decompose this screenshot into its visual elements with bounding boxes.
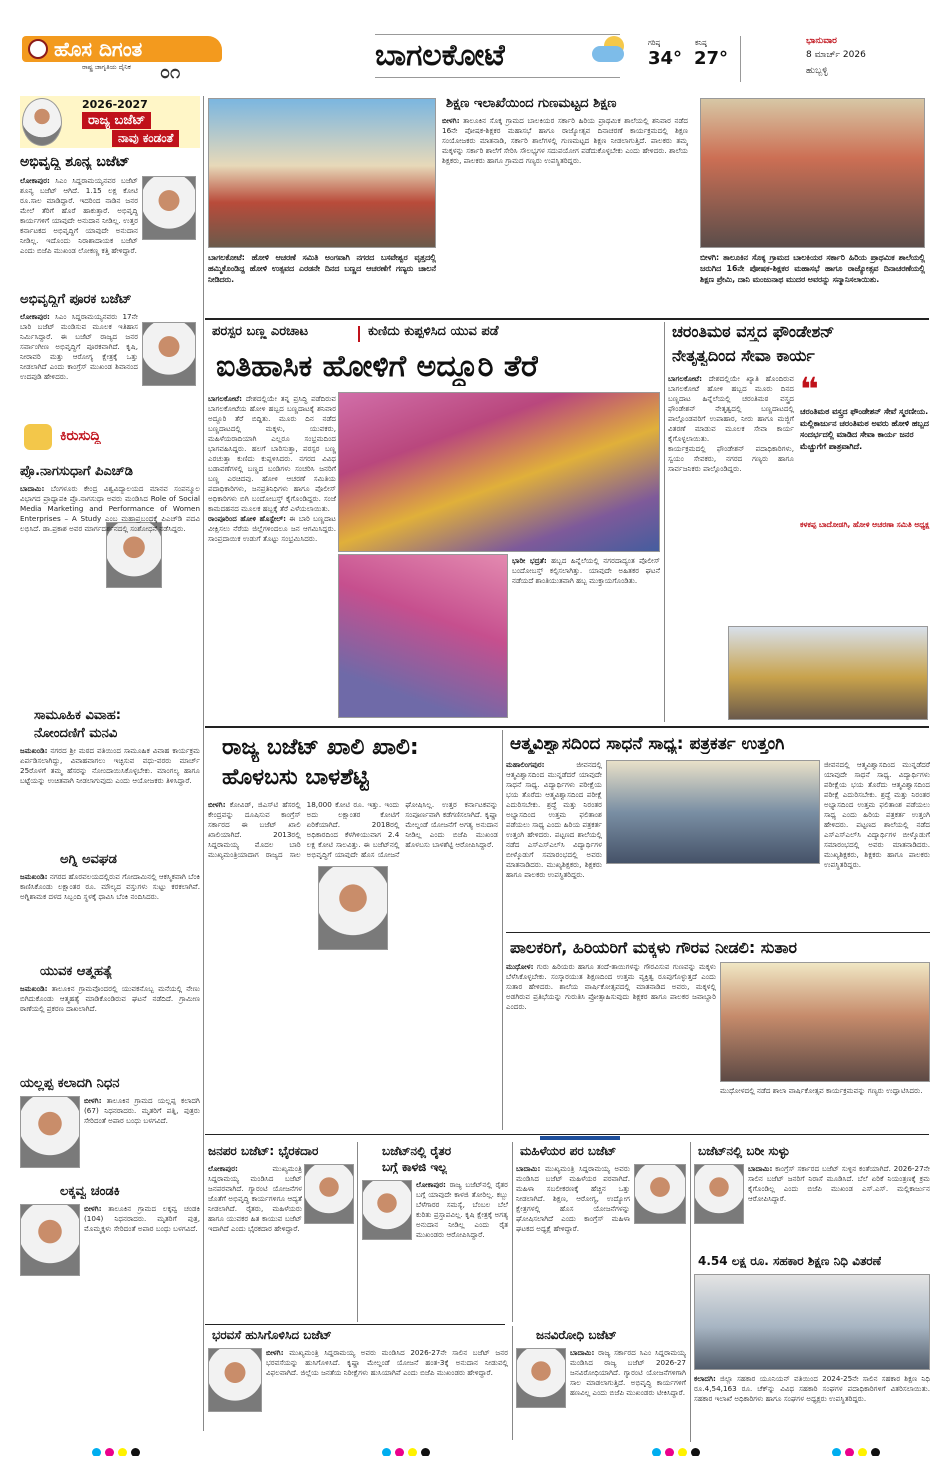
left-story1-photo — [142, 176, 196, 240]
b5-body: ಕಲಾದಗಿ: ಜಿಲ್ಲಾ ಸಹಕಾರ ಯೂನಿಯನ್ ವತಿಯಿಂದ 2024-25ನೇ ಸಾಲಿನ ಸಹಕಾರ ಶಿಕ್ಷಣ ನಿಧಿ ರೂ.4,54,163 ರೂ. ಚೆಕ್‌ನ್ನು ವಿವಿಧ ಸಹಕಾರಿ ಸಂಘಗಳ ಪದಾಧಿಕಾರಿಗಳಿಗೆ ವಿತರಿಸಲಾಯಿತು. ಸಹಕಾರ ಇಲಾಖೆ ಅಧಿಕಾರಿಗಳು ಹಾಗೂ ಸಂಘಗಳ ಅಧ್ಯಕ್ಷರು ಉಪಸ್ಥಿತರಿದ್ದರು. — [694, 1374, 930, 1403]
budget-story-body: ಬೀಳಗಿ: ಕೋವಿಡ್, ಜಿಎಸ್‌ಟಿ ಹೆಸರಲ್ಲಿ ಕೇಂದ್ರವನ್ನು ದೂಷಿಸುವ ಕಾಂಗ್ರೆಸ್ ಸರ್ಕಾರದ ಈ ಬಜೆಟ್ ಖಾಲಿ ಖಾಲಿಯಾಗಿದೆ. 2013ರಲ್ಲಿ ಸಿದ್ದರಾಮಯ್ಯ ಮೊದಲ ಬಾರಿ ಮುಖ್ಯಮಂತ್ರಿಯಾದಾಗ ರಾಜ್ಯದ ಸಾಲ 18,000 ಕೋಟಿ ರೂ. ಇತ್ತು. ಇಂದು ಅದು ಲಕ್ಷಾಂತರ ಕೋಟಿಗೆ ಏರಿಕೆಯಾಗಿದೆ. 2018ರಲ್ಲಿ ಅಧಿಕಾರದಿಂದ ಕೆಳಗಿಳಿಯುವಾಗ 2.4 ಲಕ್ಷ ಕೋಟಿ ಸಾಲವಿತ್ತು. ಈ ಬಜೆಟ್‌ನಲ್ಲಿ ಅಭಿವೃದ್ಧಿಗೆ ಯಾವುದೇ ಹೊಸ ಯೋಜನೆ ಘೋಷಿಸಿಲ್ಲ. ಉತ್ತರ ಕರ್ನಾಟಕವನ್ನು ಸಂಪೂರ್ಣವಾಗಿ ಕಡೆಗಣಿಸಲಾಗಿದೆ. ಕೃಷ್ಣಾ ಮೇಲ್ದಂಡೆ ಯೋಜನೆಗೆ ಅಗತ್ಯ ಅನುದಾನ ನೀಡಿಲ್ಲ ಎಂದು ಬಿಜೆಪಿ ಮುಖಂಡ ಹೊಳಬಸು ಬಾಳಶೆಟ್ಟಿ ಆರೋಪಿಸಿದ್ದಾರೆ. — [208, 800, 498, 859]
b2-body: ಲೋಕಾಪುರ: ರಾಜ್ಯ ಬಜೆಟ್‌ನಲ್ಲಿ ರೈತರ ಬಗ್ಗೆ ಯಾವುದೇ ಕಾಳಜಿ ತೋರಿಲ್ಲ. ಕಬ್ಬು ಬೆಳೆಗಾರರ ಸಮಸ್ಯೆ, ಬೆಂಬಲ ಬೆಲೆ ಕುರಿತು ಪ್ರಸ್ತಾಪವಿಲ್ಲ. ಕೃಷಿ ಕ್ಷೇತ್ರಕ್ಕೆ ಅಗತ್ಯ ಅನುದಾನ ನೀಡಿಲ್ಲ ಎಂದು ರೈತ ಮುಖಂಡರು ಆರೋಪಿಸಿದ್ದಾರೆ. — [416, 1180, 508, 1239]
b4-photo — [694, 1164, 744, 1224]
min-temp-label: ಕನಿಷ್ಠ — [695, 39, 707, 47]
edition-title: ಬಾಗಲಕೋಟೆ — [375, 38, 506, 73]
left-story8-body: ಬೀಳಗಿ: ತಾಲೂಕಿನ ಗ್ರಾಮದ ಲಕ್ಕವ್ವ ಚಂಡಕಿ (104) ನಿಧನರಾದರು. ಮೃತರಿಗೆ ಪುತ್ರ, ಮೊಮ್ಮಕ್ಕಳು ಸೇರಿದಂತೆ ಅಪಾರ ಬಂಧು ಬಳಗವಿದೆ. — [84, 1204, 200, 1233]
left-story5-headline: ಅಗ್ನಿ ಅವಘಡ — [60, 852, 117, 867]
left-story7-headline: ಯಲ್ಲಪ್ಪ ಕಲಾದಗಿ ನಿಧನ — [20, 1076, 120, 1091]
journalist-headline: ಆತ್ಮವಿಶ್ವಾಸದಿಂದ ಸಾಧನೆ ಸಾಧ್ಯ: ಪತ್ರಕರ್ತ ಉತ್ತಂಗಿ — [510, 734, 785, 754]
left-story8-headline: ಲಕ್ಕವ್ವ ಚಂಡಕಿ — [60, 1184, 120, 1199]
edition-title-box — [375, 34, 620, 78]
b7-body: ಬಾದಾಮಿ: ರಾಜ್ಯ ಸರ್ಕಾರದ ಸಿಎಂ ಸಿದ್ದರಾಮಯ್ಯ ಮಂಡಿಸಿದ ರಾಜ್ಯ ಬಜೆಟ್ 2026-27 ಜನವಿರೋಧಿಯಾಗಿದೆ. ಗ್ಯಾರಂಟಿ ಯೋಜನೆಗಳಿಗಾಗಿ ಸಾಲ ಮಾಡಲಾಗುತ್ತಿದೆ. ಅಭಿವೃದ್ಧಿ ಕಾರ್ಯಗಳಿಗೆ ಹಣವಿಲ್ಲ ಎಂದು ಬಿಜೆಪಿ ಮುಖಂಡರು ಟೀಕಿಸಿದ್ದಾರೆ. — [570, 1348, 686, 1397]
b4-headline: ಬಜೆಟ್‌ನಲ್ಲಿ ಬರೀ ಸುಳ್ಳು — [698, 1144, 790, 1158]
charanti-headline1: ಚರಂತಿಮಠ ವಸ್ತ್ರದ ಫೌಂಡೇಶನ್ — [672, 322, 835, 341]
b6-headline: ಭರವಸೆ ಹುಸಿಗೊಳಿಸಿದ ಬಜೆಟ್ — [212, 1328, 332, 1342]
holi-body: ಬಾಗಲಕೋಟೆ: ದೇಶದಲ್ಲಿಯೇ ತನ್ನ ಪ್ರಸಿದ್ಧಿ ಪಡೆದಿರುವ ಬಾಗಲಕೋಟೆಯ ಹೋಳಿ ಹಬ್ಬದ ಬಣ್ಣದಾಟಕ್ಕೆ ಶನಿವಾರ ಅದ್ದೂರಿ ತೆರೆ ಬಿದ್ದಿತು. ಮೂರು ದಿನ ನಡೆದ ಬಣ್ಣದಾಟದಲ್ಲಿ ಮಕ್ಕಳು, ಯುವಕರು, ಮಹಿಳೆಯರಾದಿಯಾಗಿ ಎಲ್ಲರೂ ಸಂಭ್ರಮದಿಂದ ಭಾಗವಹಿಸಿದ್ದರು. ಹಲಗೆ ಬಾರಿಸುತ್ತಾ, ಪರಸ್ಪರ ಬಣ್ಣ ಎರಚುತ್ತಾ ಕುಣಿದು ಕುಪ್ಪಳಿಸಿದರು. ನಗರದ ವಿವಿಧ ಬಡಾವಣೆಗಳಲ್ಲಿ ಬಣ್ಣದ ಬಂಡಿಗಳು ಸಂಚರಿಸಿ ಜನರಿಗೆ ಬಣ್ಣ ಎರಚಿದವು. ಹೋಳಿ ಆಚರಣೆ ಸಮಿತಿಯ ಪದಾಧಿಕಾರಿಗಳು, ಜನಪ್ರತಿನಿಧಿಗಳು ಹಾಗೂ ಪೊಲೀಸ್ ಅಧಿಕಾರಿಗಳು ಬಿಗಿ ಬಂದೋಬಸ್ತ್ ಕೈಗೊಂಡಿದ್ದರು. ಸಂಜೆ ಕಾಮದಹನದ ಮೂಲಕ ಹಬ್ಬಕ್ಕೆ ತೆರೆ ಎಳೆಯಲಾಯಿತು. ರಾಂಪೂರಿಂದ ಹೋಳಿ ಹೊಸ್ಟೇಲ್: ಈ ಬಾರಿ ಬಣ್ಣದಾಟ ವೀಕ್ಷಿಸಲು ನೆರೆಯ ಜಿಲ್ಲೆಗಳಿಂದಲೂ ಜನ ಆಗಮಿಸಿದ್ದರು. ಸಾಂಪ್ರದಾಯಿಕ ಉಡುಗೆ ತೊಟ್ಟು ಸಂಭ್ರಮಿಸಿದರು. — [208, 394, 336, 543]
b1-body: ಲೋಕಾಪುರ: ಮುಖ್ಯಮಂತ್ರಿ ಸಿದ್ದರಾಮಯ್ಯ ಮಂಡಿಸಿದ ಬಜೆಟ್ ಜನಪರವಾಗಿದೆ. ಗ್ಯಾರಂಟಿ ಯೋಜನೆಗಳ ಜೊತೆಗೆ ಅಭಿವೃದ್ಧಿ ಕಾರ್ಯಗಳಿಗೂ ಆದ್ಯತೆ ನೀಡಲಾಗಿದೆ. ರೈತರು, ಮಹಿಳೆಯರು ಹಾಗೂ ಯುವಕರ ಹಿತ ಕಾಯುವ ಬಜೆಟ್ ಇದಾಗಿದೆ ಎಂದು ಭೈರಕದಾರ ಹೇಳಿದ್ದಾರೆ. — [208, 1164, 302, 1233]
holi-kicker: ಪರಸ್ಪರ ಬಣ್ಣ ಎರಚಾಟ ಕುಣಿದು ಕುಪ್ಪಳಿಸಿದ ಯುವ ಪಡೆ — [208, 324, 660, 344]
left-story4-headline2: ನೋಂದಣಿಗೆ ಮನವಿ — [34, 726, 118, 741]
bottom-story-3 — [516, 1144, 686, 1322]
edu-body: ಬೀಳಗಿ: ತಾಲೂಕಿನ ಸೊಕ್ಕ ಗ್ರಾಮದ ಬಾಲಕಿಯರ ಸರ್ಕಾರಿ ಹಿರಿಯ ಪ್ರಾಥಮಿಕ ಶಾಲೆಯಲ್ಲಿ ಶನಿವಾರ ನಡೆದ 16ನೇ ಪೋಷಕ-ಶಿಕ್ಷಕರ ಮಹಾಸಭೆ ಹಾಗೂ ರಾಜ್ಯೋತ್ಸವ ದಿನಾಚರಣೆ ಕಾರ್ಯಕ್ರಮದಲ್ಲಿ ಶಿಕ್ಷಣ ಸಂಯೋಜಕರು ಮಾತನಾಡಿ, ಸರ್ಕಾರಿ ಶಾಲೆಗಳಲ್ಲಿ ಗುಣಮಟ್ಟದ ಶಿಕ್ಷಣ ನೀಡಲಾಗುತ್ತಿದೆ. ಪಾಲಕರು ತಮ್ಮ ಮಕ್ಕಳನ್ನು ಸರ್ಕಾರಿ ಶಾಲೆಗೆ ಸೇರಿಸಿ ಸೌಲಭ್ಯಗಳ ಸದುಪಯೋಗ ಪಡೆದುಕೊಳ್ಳಬೇಕು ಎಂದು ಹೇಳಿದರು. ಶಾಲೆಯ ಶಿಕ್ಷಕರು, ಪಾಲಕರು ಹಾಗೂ ಗ್ರಾಮದ ಗಣ್ಯರು ಉಪಸ್ಥಿತರಿದ್ದರು. — [442, 116, 688, 165]
left-story8-photo — [20, 1204, 80, 1276]
left-story1-body: ಲೋಕಾಪುರ: ಸಿಎಂ ಸಿದ್ದರಾಮಯ್ಯನವರ ಬಜೆಟ್ ಶೂನ್ಯ ಬಜೆಟ್ ಆಗಿದೆ. 1.15 ಲಕ್ಷ ಕೋಟಿ ರೂ.ಸಾಲ ಮಾಡಿದ್ದಾರೆ. ಇದರಿಂದ ನಾಡಿನ ಜನರ ಮೇಲೆ ತೆರಿಗೆ ಹೊರೆ ಹಾಕುತ್ತಾರೆ. ಅಭಿವೃದ್ಧಿ ಕಾರ್ಯಗಳಿಗೆ ಯಾವುದೇ ಅನುದಾನ ನೀಡಿಲ್ಲ. ಉತ್ತರ ಕರ್ನಾಟಕದ ಅಭಿವೃದ್ಧಿಗೆ ಯಾವುದೇ ಅನುದಾನ ನೀಡಿಲ್ಲ. ಇದೊಂದು ನಿರಾಶಾದಾಯಕ ಬಜೆಟ್ ಎಂದು ಬಿಜೆಪಿ ಮುಖಂಡ ಲೋಕಣ್ಣ ಕತ್ತಿ ಹೇಳಿದ್ದಾರೆ. — [20, 176, 138, 255]
left-story4-headline: ಸಾಮೂಹಿಕ ವಿವಾಹ: — [34, 708, 121, 723]
b6-photo — [208, 1348, 262, 1412]
cm-photo — [22, 98, 62, 146]
budget-subtitle: ನಾವು ಕಂಡಂತೆ — [112, 130, 179, 147]
edu-headline: ಶಿಕ್ಷಣ ಇಲಾಖೆಯಿಂದ ಗುಣಮಟ್ಟದ ಶಿಕ್ಷಣ — [446, 96, 617, 111]
b7-headline: ಜನವಿರೋಧಿ ಬಜೆಟ್ — [536, 1328, 617, 1342]
logo-block — [12, 30, 237, 84]
bottom-story-4 — [694, 1144, 930, 1252]
charanti-photo — [728, 626, 928, 720]
bottom-story-2 — [362, 1144, 508, 1322]
budget-story-headline1: ರಾಜ್ಯ ಬಜೆಟ್ ಖಾಲಿ ಖಾಲಿ: — [222, 735, 419, 760]
masthead-city: ಹುಬ್ಬಳ್ಳಿ — [806, 66, 828, 76]
b2-photo — [362, 1180, 412, 1240]
masthead — [0, 0, 945, 92]
top-photo-school-event — [700, 98, 925, 248]
quote-icon: ❝ — [800, 374, 819, 404]
left-column — [20, 96, 200, 1431]
kirusuddi-label: ಕಿರುಸುದ್ದಿ — [20, 422, 200, 452]
left-story2-photo — [142, 322, 196, 386]
left-story2-body: ಲೋಕಾಪುರ: ಸಿಎಂ ಸಿದ್ದರಾಮಯ್ಯನವರು 17ನೇ ಬಾರಿ ಬಜೆಟ್ ಮಂಡಿಸುವ ಮೂಲಕ ಇತಿಹಾಸ ನಿರ್ಮಿಸಿದ್ದಾರೆ. ಈ ಬಜೆಟ್ ರಾಜ್ಯದ ಜನರ ಸರ್ವಾಂಗೀಣ ಅಭಿವೃದ್ಧಿಗೆ ಪೂರಕವಾಗಿದೆ. ಕೃಷಿ, ನೀರಾವರಿ ಮತ್ತು ಆರೋಗ್ಯ ಕ್ಷೇತ್ರಕ್ಕೆ ಒತ್ತು ನೀಡಲಾಗಿದೆ ಎಂದು ಕಾಂಗ್ರೆಸ್ ಮುಖಂಡ ಶಿವಾನಂದ ಉದಪುಡಿ ಹೇಳಿದರು. — [20, 312, 138, 381]
pointing-hand-icon — [24, 424, 52, 450]
holi-headline: ಐತಿಹಾಸಿಕ ಹೋಳಿಗೆ ಅದ್ದೂರಿ ತೆರೆ — [216, 349, 539, 384]
b7-photo — [516, 1348, 566, 1408]
b1-headline: ಜನಪರ ಬಜೆಟ್: ಭೈರಕದಾರ — [208, 1144, 319, 1158]
budget-year: 2026-2027 — [82, 98, 148, 111]
holi-photo-second — [338, 554, 508, 718]
journalist-story — [506, 730, 930, 930]
journalist-body-right: ಜೀವನದಲ್ಲಿ ಆತ್ಮವಿಶ್ವಾಸದಿಂದ ಮುನ್ನಡೆದರೆ ಯಾವುದೇ ಸಾಧನೆ ಸಾಧ್ಯ. ವಿದ್ಯಾರ್ಥಿಗಳು ಪರೀಕ್ಷೆಯ ಭಯ ತೊರೆದು ಆತ್ಮವಿಶ್ವಾಸದಿಂದ ಪರೀಕ್ಷೆ ಎದುರಿಸಬೇಕು. ಶ್ರದ್ಧೆ ಮತ್ತು ನಿರಂತರ ಅಭ್ಯಾಸದಿಂದ ಉತ್ತಮ ಫಲಿತಾಂಶ ಪಡೆಯಲು ಸಾಧ್ಯ ಎಂದು ಹಿರಿಯ ಪತ್ರಕರ್ತ ಉತ್ತಂಗಿ ಹೇಳಿದರು. ಪಟ್ಟಣದ ಶಾಲೆಯಲ್ಲಿ ನಡೆದ ಎಸ್‌ಎಸ್‌ಎಲ್‌ಸಿ ವಿದ್ಯಾರ್ಥಿಗಳ ಬೀಳ್ಕೊಡುಗೆ ಸಮಾರಂಭದಲ್ಲಿ ಅವರು ಮಾತನಾಡಿದರು. ಮುಖ್ಯಶಿಕ್ಷಕರು, ಶಿಕ್ಷಕರು ಹಾಗೂ ಪಾಲಕರು ಉಪಸ್ಥಿತರಿದ್ದರು. — [824, 760, 930, 869]
charanti-story — [668, 322, 930, 722]
masthead-day: ಭಾನುವಾರ — [806, 36, 837, 46]
b5-photo — [694, 1274, 930, 1370]
top-photo3-caption: ಬೀಳಗಿ: ತಾಲೂಕಿನ ಸೊಕ್ಕ ಗ್ರಾಮದ ಬಾಲಕಿಯರ ಸರ್ಕಾರಿ ಹಿರಿಯ ಪ್ರಾಥಮಿಕ ಶಾಲೆಯಲ್ಲಿ ಜರುಗಿದ 16ನೇ ಪೋಷಕ-ಶಿಕ್ಷಕರ ಮಹಾಸಭೆ ಹಾಗೂ ರಾಜ್ಯೋತ್ಸವ ದಿನಾಚರಣೆಯಲ್ಲಿ ಶಿಕ್ಷಣ ಪ್ರೇಮಿ, ದಾನಿ ಮಂಜುನಾಥ ಮುದರ ಅವರನ್ನು ಸನ್ಮಾನಿಸಲಾಯಿತು. — [700, 253, 925, 284]
parents-caption: ಮುಧೋಳದಲ್ಲಿ ನಡೆದ ಶಾಲಾ ವಾರ್ಷಿಕೋತ್ಸವ ಕಾರ್ಯಕ್ರಮವನ್ನು ಗಣ್ಯರು ಉದ್ಘಾಟಿಸಿದರು. — [720, 1086, 923, 1095]
bottom-story-7 — [516, 1326, 686, 1440]
b3-headline: ಮಹಿಳೆಯರ ಪರ ಬಜೆಟ್ — [520, 1144, 617, 1158]
weather-icon — [590, 36, 630, 66]
parents-photo — [720, 962, 930, 1082]
min-temp: 27° — [694, 48, 729, 69]
left-story1-headline: ಅಭಿವೃದ್ಧಿ ಶೂನ್ಯ ಬಜೆಟ್ — [20, 154, 130, 170]
left-story7-photo — [20, 1096, 80, 1168]
budget-banner — [20, 96, 200, 148]
b2-headline2: ಬಗ್ಗೆ ಕಾಳಜಿ ಇಲ್ಲ — [382, 1160, 448, 1174]
logo-text: ಹೊಸ ದಿಗಂತ — [54, 37, 143, 61]
holi-photo-main — [338, 392, 660, 552]
b5-headline: 4.54 ಲಕ್ಷ ರೂ. ಸಹಕಾರ ಶಿಕ್ಷಣ ನಿಧಿ ವಿತರಣೆ — [698, 1254, 882, 1268]
b3-photo — [634, 1164, 686, 1224]
parents-story — [506, 934, 930, 1130]
charanti-headline2: ನೇತೃತ್ವದಿಂದ ಸೇವಾ ಕಾರ್ಯ — [672, 346, 815, 365]
charanti-body: ಬಾಗಲಕೋಟೆ: ದೇಶದಲ್ಲಿಯೇ ಖ್ಯಾತಿ ಹೊಂದಿರುವ ಬಾಗಲಕೋಟೆ ಹೋಳಿ ಹಬ್ಬದ ಮೂರು ದಿನದ ಬಣ್ಣದಾಟ ಹಿನ್ನೆಲೆಯಲ್ಲಿ ಚರಂತಿಮಠ ವಸ್ತ್ರದ ಫೌಂಡೇಶನ್ ನೇತೃತ್ವದಲ್ಲಿ ಬಣ್ಣದಾಟದಲ್ಲಿ ಪಾಲ್ಗೊಂಡವರಿಗೆ ಉಪಾಹಾರ, ನೀರು ಹಾಗೂ ಮಜ್ಜಿಗೆ ವಿತರಣೆ ಮಾಡುವ ಮೂಲಕ ಸೇವಾ ಕಾರ್ಯ ಕೈಗೊಳ್ಳಲಾಯಿತು. ಕಾರ್ಯಕ್ರಮದಲ್ಲಿ ಫೌಂಡೇಶನ್ ಪದಾಧಿಕಾರಿಗಳು, ಸ್ವಯಂ ಸೇವಕರು, ನಗರದ ಗಣ್ಯರು ಹಾಗೂ ಸಾರ್ವಜನಿಕರು ಪಾಲ್ಗೊಂಡಿದ್ದರು. — [668, 374, 794, 473]
left-story3-headline: ಪ್ರೊ.ನಾಗಸುಧಾಗೆ ಪಿಎಚ್‌ಡಿ — [20, 464, 133, 479]
bottom-story-6 — [208, 1328, 508, 1440]
max-temp: 34° — [648, 48, 683, 69]
page-number: ೦೧ — [160, 62, 181, 83]
journalist-photo — [606, 760, 820, 864]
journalist-body-left: ಮಹಾಲಿಂಗಪುರ: ಜೀವನದಲ್ಲಿ ಆತ್ಮವಿಶ್ವಾಸದಿಂದ ಮುನ್ನಡೆದರೆ ಯಾವುದೇ ಸಾಧನೆ ಸಾಧ್ಯ. ವಿದ್ಯಾರ್ಥಿಗಳು ಪರೀಕ್ಷೆಯ ಭಯ ತೊರೆದು ಆತ್ಮವಿಶ್ವಾಸದಿಂದ ಪರೀಕ್ಷೆ ಎದುರಿಸಬೇಕು. ಶ್ರದ್ಧೆ ಮತ್ತು ನಿರಂತರ ಅಭ್ಯಾಸದಿಂದ ಉತ್ತಮ ಫಲಿತಾಂಶ ಪಡೆಯಲು ಸಾಧ್ಯ ಎಂದು ಹಿರಿಯ ಪತ್ರಕರ್ತ ಉತ್ತಂಗಿ ಹೇಳಿದರು. ಪಟ್ಟಣದ ಶಾಲೆಯಲ್ಲಿ ನಡೆದ ಎಸ್‌ಎಸ್‌ಎಲ್‌ಸಿ ವಿದ್ಯಾರ್ಥಿಗಳ ಬೀಳ್ಕೊಡುಗೆ ಸಮಾರಂಭದಲ್ಲಿ ಅವರು ಮಾತನಾಡಿದರು. ಮುಖ್ಯಶಿಕ್ಷಕರು, ಶಿಕ್ಷಕರು ಹಾಗೂ ಪಾಲಕರು ಉಪಸ್ಥಿತರಿದ್ದರು. — [506, 760, 602, 879]
left-story6-body: ಜಮಖಂಡಿ: ತಾಲೂಕಿನ ಗ್ರಾಮವೊಂದರಲ್ಲಿ ಯುವಕನೊಬ್ಬ ಮನೆಯಲ್ಲಿ ನೇಣು ಬಿಗಿದುಕೊಂಡು ಆತ್ಮಹತ್ಯೆ ಮಾಡಿಕೊಂಡಿರುವ ಘಟನೆ ನಡೆದಿದೆ. ಗ್ರಾಮೀಣ ಠಾಣೆಯಲ್ಲಿ ಪ್ರಕರಣ ದಾಖಲಾಗಿದೆ. — [20, 984, 200, 1013]
top-photo1-caption: ಬಾಗಲಕೋಟೆ: ಹೋಳಿ ಆಚರಣೆ ಸಮಿತಿ ಅಂಗವಾಗಿ ನಗರದ ಬಸವೇಶ್ವರ ವೃತ್ತದಲ್ಲಿ ಹಮ್ಮಿಕೊಂಡಿದ್ದ ಹೋಳಿ ಉತ್ಸವದ ಎರಡನೇ ದಿನದ ಬಣ್ಣದ ಆಚರಣೆಗೆ ಗಣ್ಯರು ಚಾಲನೆ ನೀಡಿದರು. — [208, 253, 436, 284]
max-temp-label: ಗರಿಷ್ಠ — [648, 39, 661, 47]
left-story7-body: ಬೀಳಗಿ: ತಾಲೂಕಿನ ಗ್ರಾಮದ ಯಲ್ಲಪ್ಪ ಕಲಾದಗಿ (67) ನಿಧನರಾದರು. ಮೃತರಿಗೆ ಪತ್ನಿ, ಪುತ್ರರು ಸೇರಿದಂತೆ ಅಪಾರ ಬಂಧು ಬಳಗವಿದೆ. — [84, 1096, 200, 1125]
masthead-date: 8 ಮಾರ್ಚ್ 2026 — [806, 50, 866, 60]
left-story6-headline: ಯುವಕ ಆತ್ಮಹತ್ಯೆ — [40, 964, 113, 979]
b4-body: ಬಾದಾಮಿ: ಕಾಂಗ್ರೆಸ್ ಸರ್ಕಾರದ ಬಜೆಟ್ ಸುಳ್ಳಿನ ಕಂತೆಯಾಗಿದೆ. 2026-27ನೇ ಸಾಲಿನ ಬಜೆಟ್ ಜನರಿಗೆ ನಿರಾಸೆ ಮೂಡಿಸಿದೆ. ಬೆಲೆ ಏರಿಕೆ ನಿಯಂತ್ರಣಕ್ಕೆ ಕ್ರಮ ಕೈಗೊಂಡಿಲ್ಲ ಎಂದು ಬಿಜೆಪಿ ಮುಖಂಡ ಎಸ್.ಎಸ್. ಮಲ್ಲಿಕಾರ್ಜುನ ಆರೋಪಿಸಿದ್ದಾರೆ. — [748, 1164, 930, 1203]
b2-headline: ಬಜೆಟ್‌ನಲ್ಲಿ ರೈತರ — [382, 1144, 452, 1158]
left-story5-body: ಜಮಖಂಡಿ: ನಗರದ ಹೊರವಲಯದಲ್ಲಿರುವ ಗೋದಾಮಿನಲ್ಲಿ ಆಕಸ್ಮಿಕವಾಗಿ ಬೆಂಕಿ ಕಾಣಿಸಿಕೊಂಡು ಲಕ್ಷಾಂತರ ರೂ. ಮೌಲ್ಯದ ವಸ್ತುಗಳು ಸುಟ್ಟು ಕರಕಲಾಗಿವೆ. ಅಗ್ನಿಶಾಮಕ ದಳದ ಸಿಬ್ಬಂದಿ ಸ್ಥಳಕ್ಕೆ ಧಾವಿಸಿ ಬೆಂಕಿ ನಂದಿಸಿದರು. — [20, 872, 200, 901]
b6-body: ಬೀಳಗಿ: ಮುಖ್ಯಮಂತ್ರಿ ಸಿದ್ದರಾಮಯ್ಯ ಅವರು ಮಂಡಿಸಿದ 2026-27ನೇ ಸಾಲಿನ ಬಜೆಟ್ ಜನರ ಭರವಸೆಯನ್ನು ಹುಸಿಗೊಳಿಸಿದೆ. ಕೃಷ್ಣಾ ಮೇಲ್ದಂಡೆ ಯೋಜನೆ ಹಂತ-3ಕ್ಕೆ ಅನುದಾನ ನೀಡುವಲ್ಲಿ ವಿಫಲವಾಗಿದೆ. ಜಿಲ್ಲೆಯ ಜನತೆಯ ನಿರೀಕ್ಷೆಗಳು ಹುಸಿಯಾಗಿವೆ ಎಂದು ಬಿಜೆಪಿ ಮುಖಂಡರು ಹೇಳಿದ್ದಾರೆ. — [266, 1348, 508, 1377]
edu-story — [442, 96, 692, 316]
top-photo-holi-stage — [208, 98, 436, 248]
charanti-quote-by: ಕಳಕಪ್ಪ ಬಾದೋಡಗಿ, ಹೋಳಿ ಆಚರಣಾ ಸಮಿತಿ ಅಧ್ಯಕ್ಷ — [800, 520, 930, 529]
budget-title: ರಾಜ್ಯ ಬಜೆಟ್ — [82, 112, 151, 129]
budget-story-headline2: ಹೊಳಬಸು ಬಾಳಶೆಟ್ಟಿ — [222, 765, 369, 790]
bottom-story-1 — [208, 1144, 354, 1322]
logo-emblem-icon — [28, 39, 48, 59]
holi-body-right: ಭಾರೀ ಭದ್ರತೆ: ಹಬ್ಬದ ಹಿನ್ನೆಲೆಯಲ್ಲಿ ನಗರದಾದ್ಯಂತ ಪೊಲೀಸ್ ಬಂದೋಬಸ್ತ್ ಕಲ್ಪಿಸಲಾಗಿತ್ತು. ಯಾವುದೇ ಅಹಿತಕರ ಘಟನೆ ನಡೆಯದೆ ಶಾಂತಿಯುತವಾಗಿ ಹಬ್ಬ ಮುಕ್ತಾಯಗೊಂಡಿತು. — [512, 556, 660, 585]
holi-story — [208, 322, 660, 722]
registration-marks — [90, 1442, 890, 1456]
b1-photo — [304, 1164, 354, 1224]
charanti-quote: ಚರಂತಿಮಠ ವಸ್ತ್ರದ ಫೌಂಡೇಶನ್ ಸೇವೆ ಸ್ಮರಣೀಯ. ಮಲ್ಲಿಕಾರ್ಜುನ ಚರಂತಿಮಠ ಅವರು ಹೋಳಿ ಹಬ್ಬದ ಸಂದರ್ಭದಲ್ಲಿ ಮಾಡಿದ ಸೇವಾ ಕಾರ್ಯ ಜನರ ಮೆಚ್ಚುಗೆಗೆ ಪಾತ್ರವಾಗಿದೆ. — [800, 407, 929, 451]
parents-headline: ಪಾಲಕರಿಗೆ, ಹಿರಿಯರಿಗೆ ಮಕ್ಕಳು ಗೌರವ ನೀಡಲಿ: ಸುತಾರ — [510, 938, 797, 957]
parents-body: ಮುಧೋಳ: ಗುರು ಹಿರಿಯರು ಹಾಗೂ ತಂದೆ-ತಾಯಿಗಳನ್ನು ಗೌರವಿಸುವ ಗುಣವನ್ನು ಮಕ್ಕಳು ಬೆಳೆಸಿಕೊಳ್ಳಬೇಕು. ಸಂಸ್ಕಾರಯುತ ಶಿಕ್ಷಣದಿಂದ ಉತ್ತಮ ವ್ಯಕ್ತಿತ್ವ ರೂಪುಗೊಳ್ಳುತ್ತದೆ ಎಂದು ಸುತಾರ ಹೇಳಿದರು. ಶಾಲೆಯ ವಾರ್ಷಿಕೋತ್ಸವದಲ್ಲಿ ಮಾತನಾಡಿದ ಅವರು, ಮಕ್ಕಳಲ್ಲಿ ಅಡಗಿರುವ ಪ್ರತಿಭೆಯನ್ನು ಗುರುತಿಸಿ ಪ್ರೋತ್ಸಾಹಿಸುವುದು ಶಿಕ್ಷಕರ ಹಾಗೂ ಪಾಲಕರ ಜವಾಬ್ದಾರಿ ಎಂದರು. — [506, 962, 716, 1011]
logo-tagline: ರಾಷ್ಟ್ರ ಜಾಗೃತಿಯ ದೈನಿಕ — [82, 63, 131, 71]
b3-body: ಬಾದಾಮಿ: ಮುಖ್ಯಮಂತ್ರಿ ಸಿದ್ದರಾಮಯ್ಯ ಅವರು ಮಂಡಿಸಿದ ಬಜೆಟ್ ಮಹಿಳೆಯರ ಪರವಾಗಿದೆ. ಮಹಿಳಾ ಸಬಲೀಕರಣಕ್ಕೆ ಹೆಚ್ಚಿನ ಒತ್ತು ನೀಡಲಾಗಿದೆ. ಶಿಕ್ಷಣ, ಆರೋಗ್ಯ, ಉದ್ಯೋಗ ಕ್ಷೇತ್ರಗಳಲ್ಲಿ ಹೊಸ ಯೋಜನೆಗಳನ್ನು ಘೋಷಿಸಲಾಗಿದೆ ಎಂದು ಕಾಂಗ್ರೆಸ್ ಮಹಿಳಾ ಘಟಕದ ಅಧ್ಯಕ್ಷೆ ಹೇಳಿದ್ದಾರೆ. — [516, 1164, 630, 1233]
left-story2-headline: ಅಭಿವೃದ್ಧಿಗೆ ಪೂರಕ ಬಜೆಟ್ — [20, 292, 132, 307]
bottom-story-5 — [694, 1254, 930, 1444]
left-story3-body: ಬಾದಾಮಿ: ಬೆಂಗಳೂರು ಕೇಂದ್ರ ವಿಶ್ವವಿದ್ಯಾಲಯದ ಮಾನವ ಸಂಪನ್ಮೂಲ ವಿಭಾಗದ ಪ್ರಾಧ್ಯಾಪಕಿ ಪ್ರೊ.ನಾಗಸುಧಾ ಅವರು ಮಂಡಿಸಿದ Role of Social Media Marketing and Performance of Women Enterprises – A Study ಎಂಬ ಮಹಾಪ್ರಬಂಧಕ್ಕೆ ಪಿಎಚ್‌ಡಿ ಪದವಿ ಲಭಿಸಿದೆ. ಡಾ.ಪ್ರಕಾಶ ಅವರ ಮಾರ್ಗದರ್ಶನದಲ್ಲಿ ಸಂಶೋಧನೆ ನಡೆಸಿದ್ದರು. — [20, 484, 200, 533]
left-story4-body: ಜಮಖಂಡಿ: ನಗರದ ಶ್ರೀ ಮಠದ ವತಿಯಿಂದ ಸಾಮೂಹಿಕ ವಿವಾಹ ಕಾರ್ಯಕ್ರಮ ಏರ್ಪಡಿಸಲಾಗಿದ್ದು, ವಿವಾಹವಾಗಲು ಇಚ್ಛಿಸುವ ವಧು-ವರರು ಮಾರ್ಚ್ 25ರೊಳಗೆ ತಮ್ಮ ಹೆಸರನ್ನು ನೋಂದಾಯಿಸಿಕೊಳ್ಳಬೇಕು. ಮಾಂಗಲ್ಯ ಹಾಗೂ ಬಟ್ಟೆಯನ್ನು ಉಚಿತವಾಗಿ ನೀಡಲಾಗುವುದು ಎಂದು ಆಯೋಜಕರು ತಿಳಿಸಿದ್ದಾರೆ. — [20, 746, 200, 785]
budget-story — [208, 730, 498, 1130]
